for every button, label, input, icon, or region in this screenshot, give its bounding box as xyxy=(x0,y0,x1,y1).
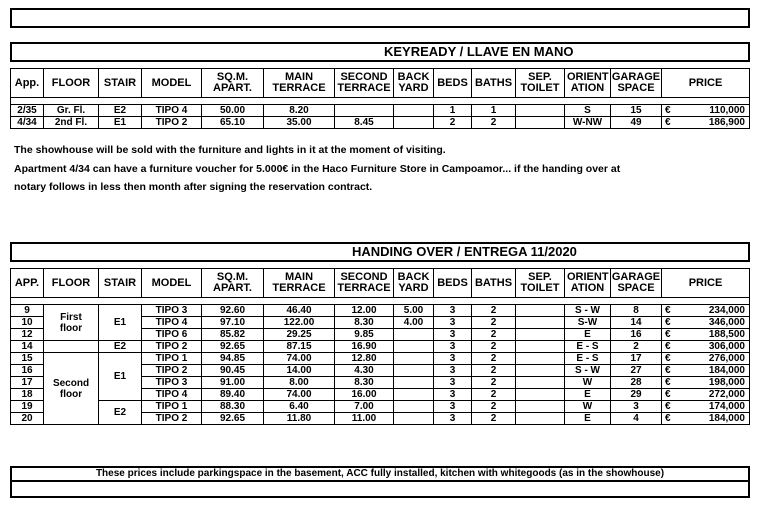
cell-sqm: 92.65 xyxy=(202,341,264,353)
cell-back-yard xyxy=(394,365,434,377)
cell-beds: 2 xyxy=(434,117,472,129)
header-floor: FLOOR xyxy=(44,69,99,98)
cell-baths: 2 xyxy=(472,317,516,329)
cell-beds: 3 xyxy=(434,413,472,425)
cell-app: 12 xyxy=(11,329,44,341)
cell-back-yard xyxy=(394,413,434,425)
keyready-table xyxy=(10,68,750,129)
currency-symbol: € xyxy=(665,413,671,424)
cell-price xyxy=(662,341,750,353)
header-garage-space: GARAGE SPACE xyxy=(611,69,662,98)
cell-price xyxy=(662,317,750,329)
cell-price xyxy=(662,117,750,129)
cell-garage: 28 xyxy=(611,377,662,389)
cell-sep-toilet xyxy=(516,329,565,341)
cell-baths: 2 xyxy=(472,365,516,377)
cell-second-terrace: 16.00 xyxy=(335,389,394,401)
cell-orientation: S xyxy=(565,105,611,117)
cell-orientation: W xyxy=(565,377,611,389)
spacer-row xyxy=(11,298,750,305)
cell-main-terrace: 122.00 xyxy=(264,317,335,329)
header-sep-toilet: SEP. TOILET xyxy=(516,269,565,298)
cell-price xyxy=(662,305,750,317)
header-model: MODEL xyxy=(142,69,202,98)
header-orientation: ORIENT ATION xyxy=(565,69,611,98)
table-row xyxy=(11,117,750,129)
price-value: 188,500 xyxy=(708,329,745,340)
header-main-terrace: MAIN TERRACE xyxy=(264,69,335,98)
price-value: 110,000 xyxy=(709,105,745,116)
header-orientation: ORIENT ATION xyxy=(565,269,611,298)
table-row xyxy=(11,105,750,117)
footer-note: These prices include parkingspace in the basement, ACC fully installed, kitchen with whitegoods (as in the showhouse) xyxy=(95,468,665,479)
cell-beds: 3 xyxy=(434,329,472,341)
cell-second-terrace: 12.80 xyxy=(335,353,394,365)
cell-stair: E2 xyxy=(99,105,142,117)
cell-second-terrace: 7.00 xyxy=(335,401,394,413)
cell-floor: Gr. Fl. xyxy=(44,105,99,117)
cell-main-terrace: 74.00 xyxy=(264,353,335,365)
cell-beds: 3 xyxy=(434,389,472,401)
cell-sep-toilet xyxy=(516,317,565,329)
cell-sep-toilet xyxy=(516,305,565,317)
price-value: 186,900 xyxy=(708,117,745,128)
header-price: PRICE xyxy=(662,269,750,298)
cell-price xyxy=(662,365,750,377)
cell-sqm: 94.85 xyxy=(202,353,264,365)
handing-over-table xyxy=(10,268,750,425)
price-value: 306,000 xyxy=(708,341,745,352)
cell-baths: 2 xyxy=(472,305,516,317)
cell-sqm: 88.30 xyxy=(202,401,264,413)
currency-symbol: € xyxy=(665,317,671,328)
cell-sqm: 92.60 xyxy=(202,305,264,317)
cell-stair: E2 xyxy=(99,401,142,425)
table-row xyxy=(11,401,750,413)
top-empty-bar xyxy=(10,8,750,28)
cell-app: 2/35 xyxy=(11,105,44,117)
header-beds: BEDS xyxy=(434,269,472,298)
header-second-terrace: SECOND TERRACE xyxy=(335,269,394,298)
cell-sep-toilet xyxy=(516,389,565,401)
cell-second-terrace xyxy=(335,105,394,117)
cell-floor xyxy=(44,341,99,353)
cell-model: TIPO 6 xyxy=(142,329,202,341)
price-value: 184,000 xyxy=(708,413,745,424)
cell-app: 15 xyxy=(11,353,44,365)
cell-orientation: E xyxy=(565,389,611,401)
currency-symbol: € xyxy=(665,341,671,352)
currency-symbol: € xyxy=(665,389,671,400)
cell-baths: 2 xyxy=(472,353,516,365)
cell-sep-toilet xyxy=(516,353,565,365)
cell-price xyxy=(662,353,750,365)
cell-app: 17 xyxy=(11,377,44,389)
cell-beds: 3 xyxy=(434,341,472,353)
cell-price xyxy=(662,377,750,389)
cell-beds: 3 xyxy=(434,353,472,365)
cell-main-terrace: 11.80 xyxy=(264,413,335,425)
cell-baths: 2 xyxy=(472,413,516,425)
cell-main-terrace: 74.00 xyxy=(264,389,335,401)
cell-stair: E1 xyxy=(99,117,142,129)
currency-symbol: € xyxy=(665,365,671,376)
price-value: 276,000 xyxy=(708,353,745,364)
cell-garage: 16 xyxy=(611,329,662,341)
header-baths: BATHS xyxy=(472,69,516,98)
note-notary: notary follows in less then month after signing the reservation contract. xyxy=(14,181,373,193)
cell-baths: 2 xyxy=(472,401,516,413)
cell-app: 9 xyxy=(11,305,44,317)
header-back-yard: BACK YARD xyxy=(394,269,434,298)
cell-stair: E1 xyxy=(99,353,142,401)
cell-app: 18 xyxy=(11,389,44,401)
price-value: 198,000 xyxy=(708,377,745,388)
cell-main-terrace: 29.25 xyxy=(264,329,335,341)
cell-sep-toilet xyxy=(516,365,565,377)
cell-main-terrace: 35.00 xyxy=(264,117,335,129)
header-stair: STAIR xyxy=(99,69,142,98)
table-row xyxy=(11,341,750,353)
header-sep-toilet: SEP. TOILET xyxy=(516,69,565,98)
cell-price xyxy=(662,389,750,401)
note-furniture-voucher: Apartment 4/34 can have a furniture voucher for 5.000€ in the Haco Furniture Store in Campoamor... if the handing over at xyxy=(14,163,621,175)
cell-orientation: E - S xyxy=(565,353,611,365)
cell-sqm: 89.40 xyxy=(202,389,264,401)
cell-beds: 3 xyxy=(434,401,472,413)
cell-model: TIPO 4 xyxy=(142,389,202,401)
cell-second-terrace: 9.85 xyxy=(335,329,394,341)
cell-beds: 3 xyxy=(434,317,472,329)
cell-sqm: 91.00 xyxy=(202,377,264,389)
currency-symbol: € xyxy=(665,329,671,340)
cell-model: TIPO 3 xyxy=(142,377,202,389)
handing-over-body xyxy=(11,305,750,425)
cell-app: 19 xyxy=(11,401,44,413)
cell-app: 16 xyxy=(11,365,44,377)
cell-model: TIPO 1 xyxy=(142,353,202,365)
cell-app: 10 xyxy=(11,317,44,329)
cell-sqm: 97.10 xyxy=(202,317,264,329)
header-baths: BATHS xyxy=(472,269,516,298)
cell-sqm: 50.00 xyxy=(202,105,264,117)
header-floor: FLOOR xyxy=(44,269,99,298)
cell-second-terrace: 8.45 xyxy=(335,117,394,129)
cell-garage: 2 xyxy=(611,341,662,353)
cell-sep-toilet xyxy=(516,377,565,389)
cell-beds: 3 xyxy=(434,365,472,377)
cell-main-terrace: 8.20 xyxy=(264,105,335,117)
cell-model: TIPO 2 xyxy=(142,365,202,377)
header-beds: BEDS xyxy=(434,69,472,98)
cell-second-terrace: 12.00 xyxy=(335,305,394,317)
cell-garage: 15 xyxy=(611,105,662,117)
cell-baths: 2 xyxy=(472,377,516,389)
cell-orientation: E - S xyxy=(565,341,611,353)
cell-orientation: W xyxy=(565,401,611,413)
header-model: MODEL xyxy=(142,269,202,298)
cell-app: 20 xyxy=(11,413,44,425)
cell-garage: 8 xyxy=(611,305,662,317)
cell-back-yard xyxy=(394,329,434,341)
currency-symbol: € xyxy=(665,105,671,116)
price-value: 272,000 xyxy=(708,389,745,400)
handing-over-title-bar xyxy=(10,242,750,262)
header-main-terrace: MAIN TERRACE xyxy=(264,269,335,298)
keyready-header-row xyxy=(11,69,750,98)
cell-second-terrace: 8.30 xyxy=(335,317,394,329)
handing-over-title: HANDING OVER / ENTREGA 11/2020 xyxy=(352,244,577,259)
cell-main-terrace: 46.40 xyxy=(264,305,335,317)
cell-price xyxy=(662,105,750,117)
cell-model: TIPO 2 xyxy=(142,117,202,129)
cell-model: TIPO 4 xyxy=(142,317,202,329)
currency-symbol: € xyxy=(665,353,671,364)
cell-floor: Second floor xyxy=(44,353,99,425)
cell-stair: E2 xyxy=(99,341,142,353)
cell-back-yard xyxy=(394,105,434,117)
header-second-terrace: SECOND TERRACE xyxy=(335,69,394,98)
cell-second-terrace: 4.30 xyxy=(335,365,394,377)
cell-floor: First floor xyxy=(44,305,99,341)
currency-symbol: € xyxy=(665,377,671,388)
header-stair: STAIR xyxy=(99,269,142,298)
currency-symbol: € xyxy=(665,305,671,316)
handing-over-header-row xyxy=(11,269,750,298)
cell-beds: 3 xyxy=(434,377,472,389)
cell-back-yard: 5.00 xyxy=(394,305,434,317)
cell-sqm: 85.82 xyxy=(202,329,264,341)
cell-baths: 2 xyxy=(472,329,516,341)
currency-symbol: € xyxy=(665,401,671,412)
cell-sep-toilet xyxy=(516,401,565,413)
cell-beds: 1 xyxy=(434,105,472,117)
currency-symbol: € xyxy=(665,117,671,128)
cell-orientation: W-NW xyxy=(565,117,611,129)
cell-app: 14 xyxy=(11,341,44,353)
cell-model: TIPO 3 xyxy=(142,305,202,317)
cell-garage: 3 xyxy=(611,401,662,413)
cell-baths: 2 xyxy=(472,389,516,401)
price-value: 184,000 xyxy=(708,365,745,376)
header-sqm: SQ.M. APART. xyxy=(202,69,264,98)
cell-back-yard xyxy=(394,117,434,129)
cell-baths: 2 xyxy=(472,341,516,353)
cell-orientation: E xyxy=(565,329,611,341)
cell-app: 4/34 xyxy=(11,117,44,129)
cell-back-yard: 4.00 xyxy=(394,317,434,329)
cell-sqm: 92.65 xyxy=(202,413,264,425)
cell-back-yard xyxy=(394,353,434,365)
cell-back-yard xyxy=(394,377,434,389)
header-app: APP. xyxy=(11,269,44,298)
cell-back-yard xyxy=(394,401,434,413)
cell-sqm: 65.10 xyxy=(202,117,264,129)
cell-orientation: E xyxy=(565,413,611,425)
cell-garage: 14 xyxy=(611,317,662,329)
price-value: 174,000 xyxy=(708,401,745,412)
note-showhouse: The showhouse will be sold with the furniture and lights in it at the moment of visiting. xyxy=(14,144,446,156)
cell-floor: 2nd Fl. xyxy=(44,117,99,129)
cell-main-terrace: 87.15 xyxy=(264,341,335,353)
keyready-title: KEYREADY / LLAVE EN MANO xyxy=(384,44,574,59)
cell-second-terrace: 16.90 xyxy=(335,341,394,353)
cell-sqm: 90.45 xyxy=(202,365,264,377)
cell-baths: 2 xyxy=(472,117,516,129)
keyready-title-bar xyxy=(10,42,750,62)
cell-baths: 1 xyxy=(472,105,516,117)
price-value: 346,000 xyxy=(708,317,745,328)
cell-main-terrace: 8.00 xyxy=(264,377,335,389)
cell-main-terrace: 14.00 xyxy=(264,365,335,377)
cell-second-terrace: 8.30 xyxy=(335,377,394,389)
cell-garage: 49 xyxy=(611,117,662,129)
cell-model: TIPO 2 xyxy=(142,341,202,353)
cell-price xyxy=(662,329,750,341)
header-sqm: SQ.M. APART. xyxy=(202,269,264,298)
header-app: App. xyxy=(11,69,44,98)
table-row xyxy=(11,305,750,317)
cell-price xyxy=(662,401,750,413)
header-price: PRICE xyxy=(662,69,750,98)
cell-second-terrace: 11.00 xyxy=(335,413,394,425)
cell-price xyxy=(662,413,750,425)
cell-main-terrace: 6.40 xyxy=(264,401,335,413)
table-row xyxy=(11,353,750,365)
cell-orientation: S-W xyxy=(565,317,611,329)
cell-orientation: S - W xyxy=(565,365,611,377)
cell-orientation: S - W xyxy=(565,305,611,317)
cell-model: TIPO 1 xyxy=(142,401,202,413)
bottom-empty-bar xyxy=(10,482,750,498)
header-back-yard: BACK YARD xyxy=(394,69,434,98)
cell-garage: 17 xyxy=(611,353,662,365)
cell-beds: 3 xyxy=(434,305,472,317)
cell-back-yard xyxy=(394,341,434,353)
cell-model: TIPO 2 xyxy=(142,413,202,425)
cell-model: TIPO 4 xyxy=(142,105,202,117)
spacer-row xyxy=(11,98,750,105)
price-value: 234,000 xyxy=(708,305,745,316)
cell-garage: 29 xyxy=(611,389,662,401)
cell-garage: 4 xyxy=(611,413,662,425)
cell-garage: 27 xyxy=(611,365,662,377)
cell-stair: E1 xyxy=(99,305,142,341)
cell-back-yard xyxy=(394,389,434,401)
cell-sep-toilet xyxy=(516,341,565,353)
cell-sep-toilet xyxy=(516,105,565,117)
cell-sep-toilet xyxy=(516,117,565,129)
footer-note-box xyxy=(10,466,750,482)
cell-sep-toilet xyxy=(516,413,565,425)
header-garage-space: GARAGE SPACE xyxy=(611,269,662,298)
